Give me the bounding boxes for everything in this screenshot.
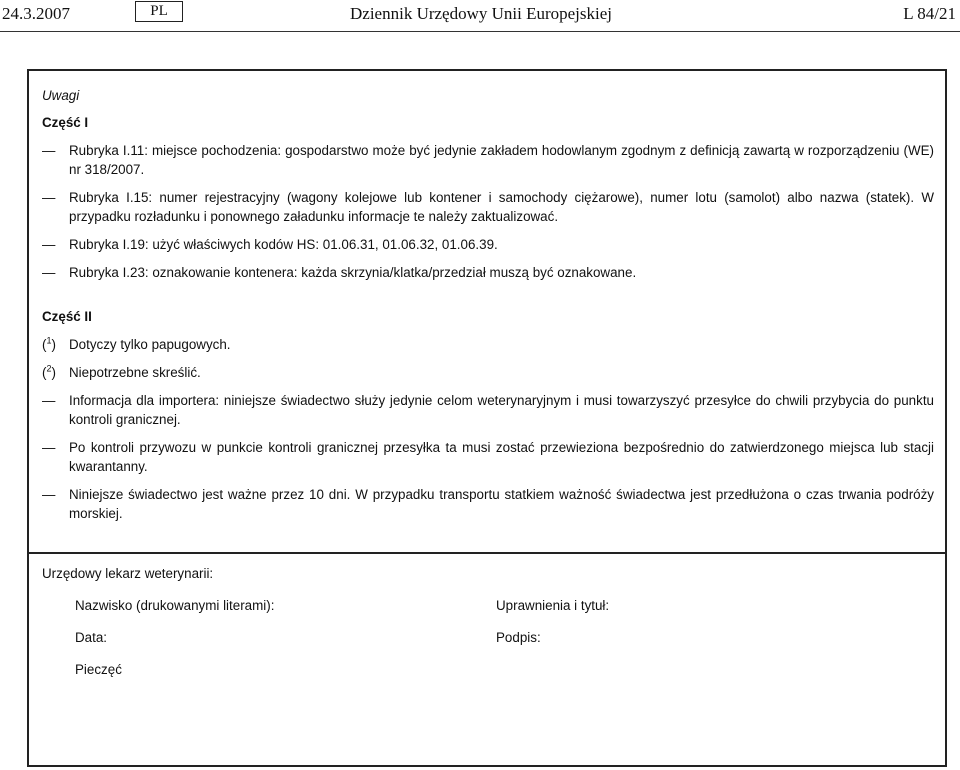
footnote-item — [42, 335, 934, 354]
note-text: Rubryka I.11: miejsce pochodzenia: gospodarstwo może być jedynie zakładem hodowlanym zgodnym z definicją zawartą w rozporządzeniu (WE) nr 318/2007. — [69, 143, 934, 177]
note-text: Informacja dla importera: niniejsze świadectwo służy jedynie celom weterynaryjnym i musi towarzyszyć przesyłce do chwili przybycia do punktu kontroli granicznej. — [69, 393, 934, 427]
publication-date: 24.3.2007 — [2, 4, 70, 23]
notes-section — [42, 86, 934, 532]
dash-bullet: — — [42, 143, 56, 158]
list-item — [42, 438, 934, 476]
dash-bullet: — — [42, 487, 56, 502]
date-label: Data: — [75, 630, 108, 645]
journal-title: Dziennik Urzędowy Unii Europejskiej — [350, 4, 613, 23]
list-item — [42, 141, 934, 179]
list-item — [42, 391, 934, 429]
note-text: Niniejsze świadectwo jest ważne przez 10 dni. W przypadku transportu statkiem ważność świadectwa jest przedłużona o czas trwania podróży morskiej. — [69, 487, 934, 521]
dash-bullet: — — [42, 190, 56, 205]
dash-bullet: — — [42, 393, 56, 408]
dash-bullet: — — [42, 440, 56, 455]
name-label: Nazwisko (drukowanymi literami): — [75, 598, 275, 613]
note-text: Po kontroli przywozu w punkcie kontroli granicznej przesyłka ta musi zostać przewieziona bezpośrednio do zatwierdzonego miejsca lub stacji kwarantanny. — [69, 440, 934, 474]
list-item — [42, 485, 934, 523]
note-text: Rubryka I.19: użyć właściwych kodów HS: 01.06.31, 01.06.32, 01.06.39. — [69, 237, 498, 252]
header-rule — [0, 31, 960, 32]
qualification-label: Uprawnienia i tytuł: — [496, 598, 610, 613]
signature-label: Podpis: — [496, 630, 541, 645]
frame-divider — [27, 552, 947, 554]
part-2-title: Część II — [42, 309, 92, 324]
stamp-label: Pieczęć — [75, 662, 122, 677]
official-vet-title: Urzędowy lekarz weterynarii: — [42, 566, 214, 581]
footnote-marker: ($^1$) — [42, 335, 56, 352]
page-number: L 84/21 — [903, 4, 956, 23]
dash-bullet: — — [42, 237, 56, 252]
dash-bullet: — — [42, 265, 56, 280]
list-item — [42, 263, 934, 282]
footnote-text: Niepotrzebne skreślić. — [69, 365, 201, 380]
page-header — [0, 0, 960, 30]
notes-heading: Uwagi — [42, 88, 80, 103]
note-text: Rubryka I.23: oznakowanie kontenera: każda skrzynia/klatka/przedział muszą być oznakowane. — [69, 265, 637, 280]
list-item — [42, 188, 934, 226]
footnote-text: Dotyczy tylko papugowych. — [69, 337, 231, 352]
footnote-item — [42, 363, 934, 382]
footnote-marker: ($^2$) — [42, 363, 56, 380]
note-text: Rubryka I.15: numer rejestracyjny (wagony kolejowe lub kontener i samochody ciężarowe), numer lotu (samolot) albo nazwa (statek). W przypadku rozładunku i ponownego załadunku informacje te należy zaktualizować. — [69, 190, 934, 224]
list-item — [42, 235, 934, 254]
language-badge: PL — [135, 1, 183, 22]
part-1-title: Część I — [42, 115, 89, 130]
